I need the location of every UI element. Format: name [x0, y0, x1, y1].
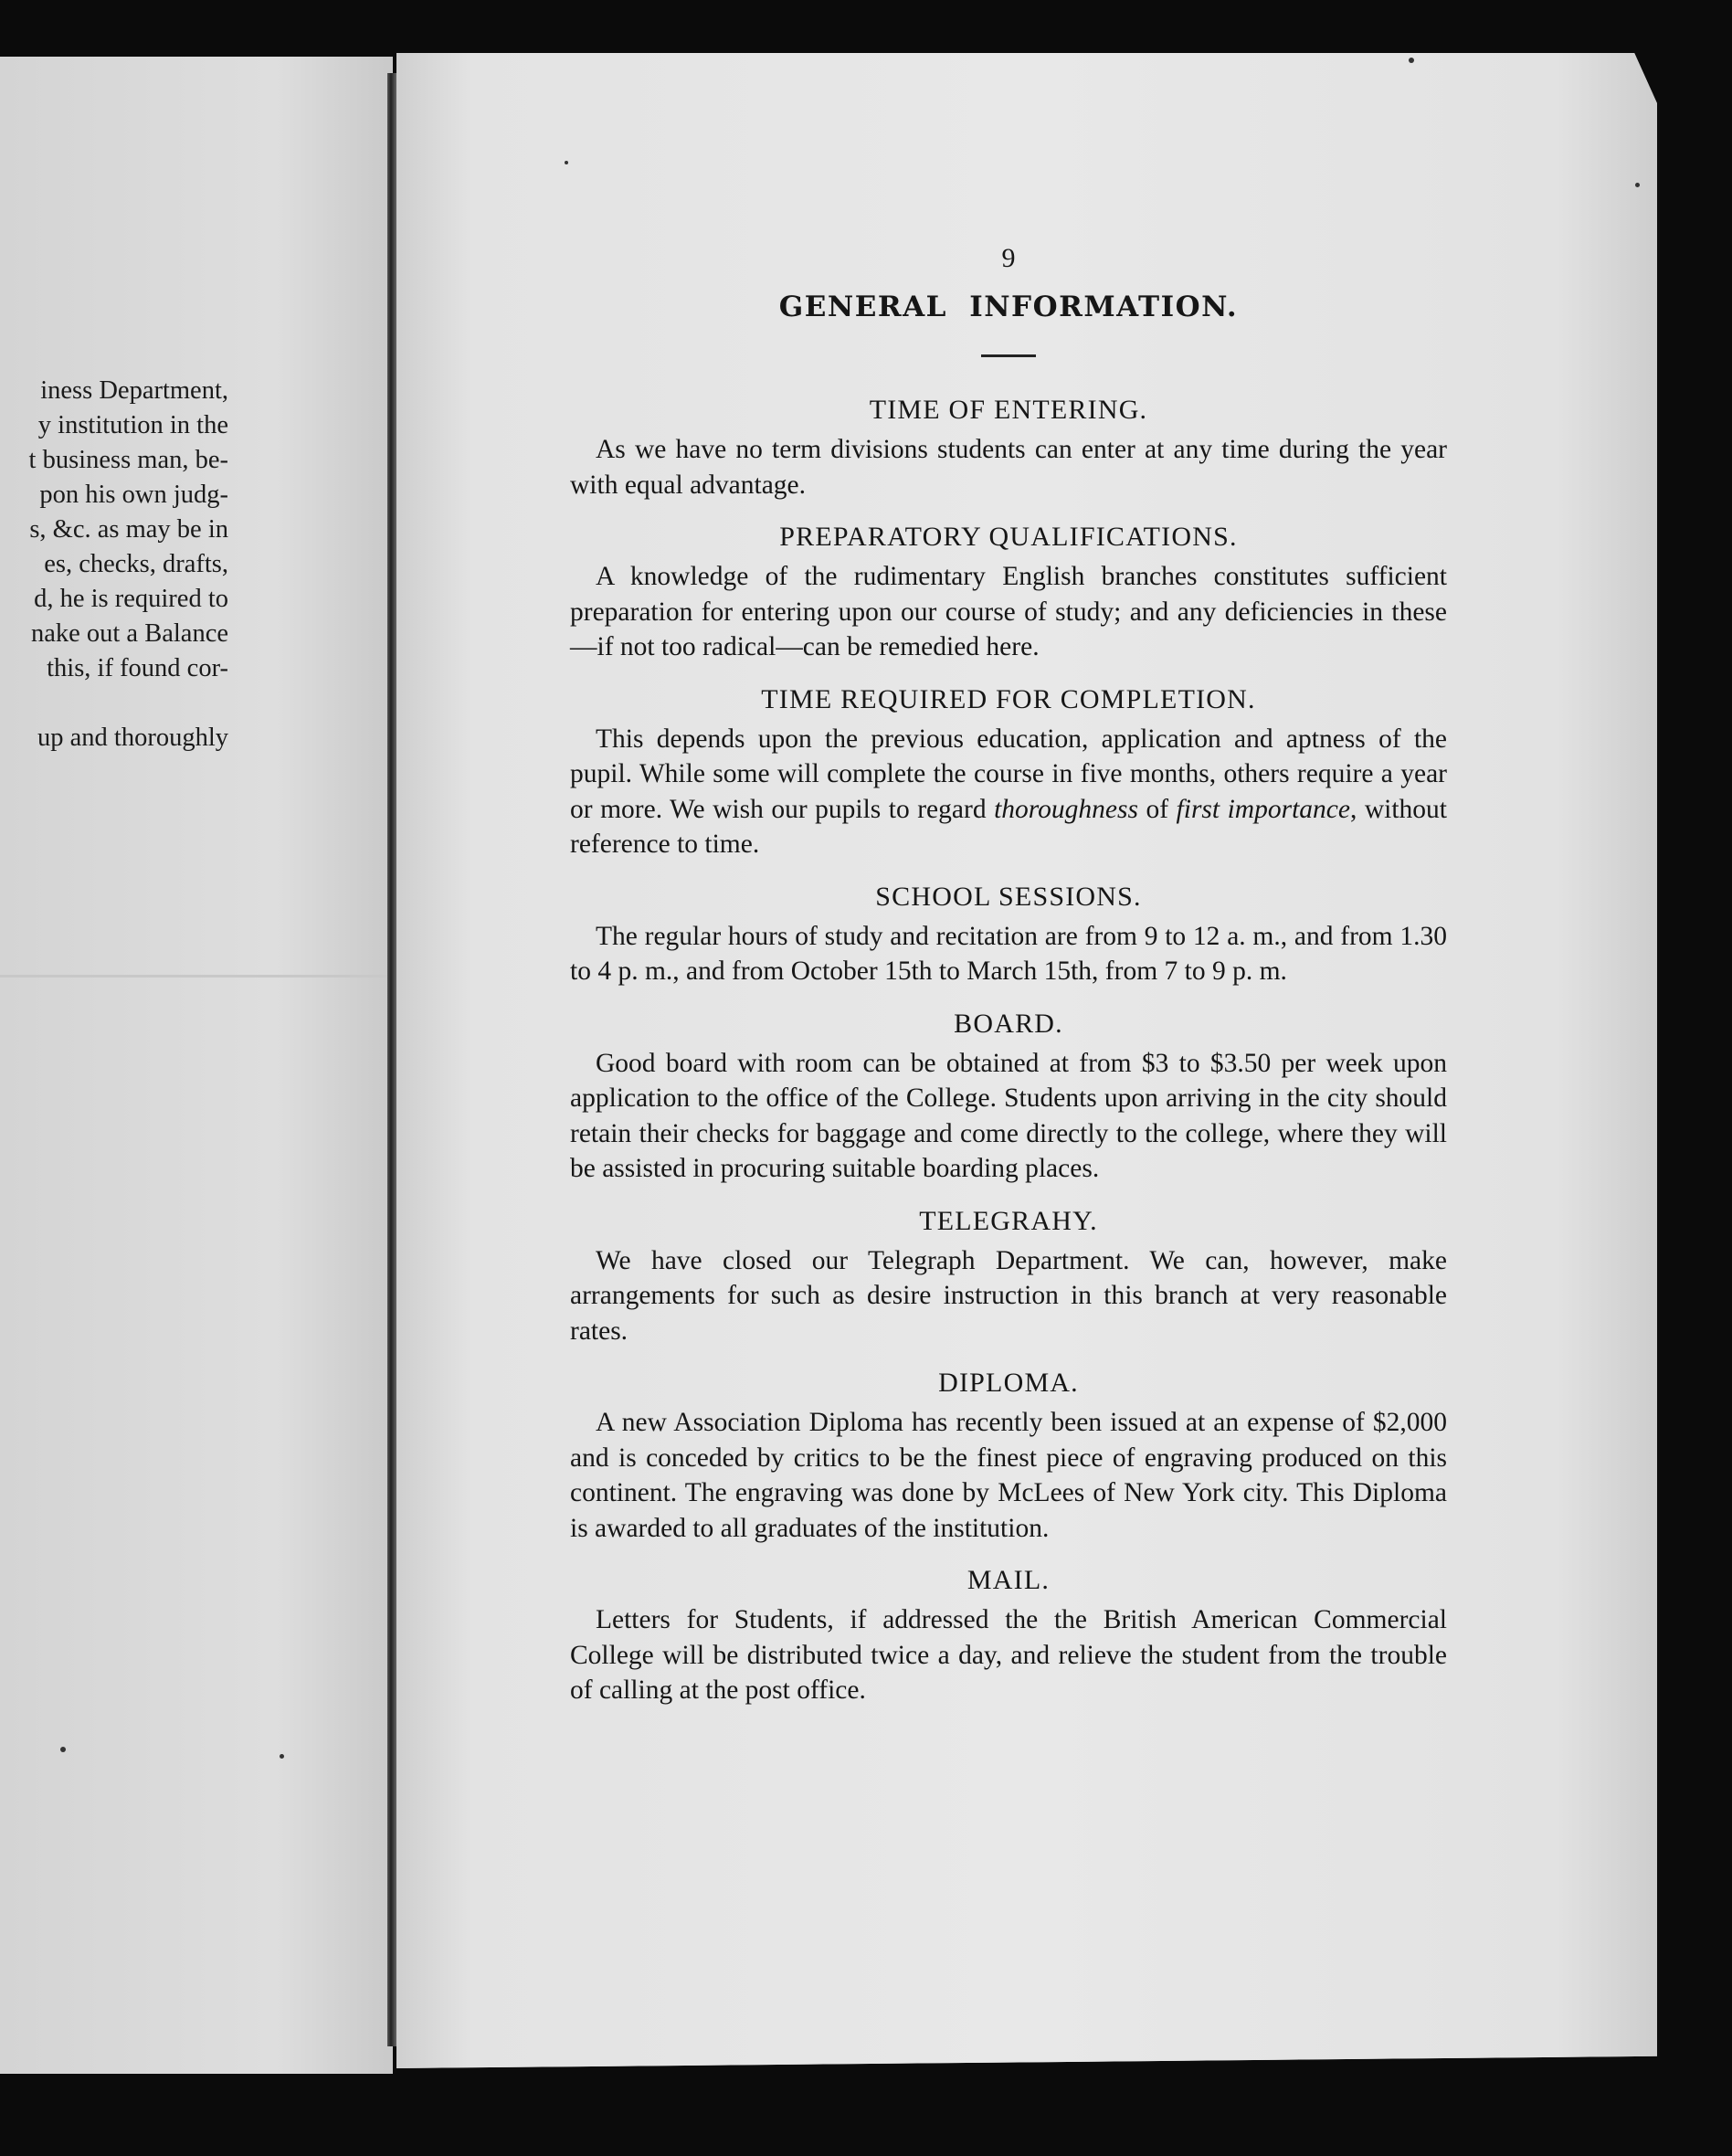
- body-text: This depends upon the previous education, application and aptness of the pupil. While some will complete the course in five months, others require a year or more. We wish our pupils to regard: [570, 724, 1447, 824]
- section-heading: DIPLOMA.: [938, 1368, 1079, 1398]
- paper-speck: [1635, 183, 1640, 187]
- left-line: t business man, be-: [28, 446, 228, 474]
- paper-speck: [565, 161, 568, 164]
- section-body: Good board with room can be obtained at from $3 to $3.50 per week upon application to the office of the College. Students upon arriving in the city should retain their checks for baggage and come directly to the college, where they will be assisted in procuring suitable boarding places.: [570, 1048, 1447, 1183]
- paper-speck: [60, 1747, 66, 1752]
- left-line: d, he is required to: [34, 585, 228, 613]
- section-body: Letters for Students, if addressed the the British American Commercial College will be distributed twice a day, and relieve the student from the trouble of calling at the post office.: [570, 1605, 1447, 1705]
- left-line: nake out a Balance: [30, 619, 228, 648]
- section-body: As we have no term divisions students can enter at any time during the year with equal advantage.: [570, 435, 1447, 500]
- left-line: this, if found cor-: [47, 654, 228, 682]
- section-diploma: [570, 1365, 1447, 1546]
- left-page-text: [0, 374, 228, 756]
- section-preparatory-qualifications: [570, 519, 1447, 665]
- section-time-required: [570, 682, 1447, 862]
- paper-speck: [1409, 58, 1414, 63]
- section-heading: PREPARATORY QUALIFICATIONS.: [779, 522, 1238, 552]
- left-line: pon his own judg-: [39, 481, 228, 509]
- left-page: [0, 57, 393, 2074]
- section-heading: SCHOOL SESSIONS.: [875, 881, 1142, 912]
- section-body: The regular hours of study and recitation are from 9 to 12 a. m., and from 1.30 to 4 p. m., and from October 15th to March 15th, from 7 to 9 p. m.: [570, 921, 1447, 986]
- section-body: We have closed our Telegraph Department. We can, however, make arrangements for such as desire instruction in this branch at very reasonable rates.: [570, 1245, 1447, 1346]
- section-school-sessions: [570, 879, 1447, 989]
- title-rule: [981, 354, 1036, 357]
- page-fold-line: [0, 975, 393, 978]
- emphasis-text: thoroughness: [994, 794, 1138, 824]
- emphasis-text: first importance: [1176, 794, 1350, 824]
- section-body: A knowledge of the rudimentary English branches constitutes sufficient preparation for entering upon our course of study; and any deficiencies in these—if not too radical—can be remedied here.: [570, 562, 1447, 661]
- left-line: s, &c. as may be in: [29, 515, 228, 544]
- left-line: es, checks, drafts,: [44, 550, 228, 578]
- body-text: , without reference to time.: [570, 794, 1447, 859]
- section-body: [570, 722, 1447, 862]
- left-line-gap: [0, 686, 228, 721]
- section-heading: BOARD.: [954, 1008, 1063, 1039]
- left-line: y institution in the: [37, 411, 228, 439]
- page-content: [570, 243, 1447, 1725]
- section-board: [570, 1006, 1447, 1187]
- section-heading: MAIL.: [966, 1565, 1051, 1595]
- section-telegraphy: [570, 1203, 1447, 1349]
- section-heading: TIME OF ENTERING.: [869, 395, 1148, 425]
- section-mail: [570, 1562, 1447, 1708]
- page-title: GENERAL INFORMATION.: [778, 291, 1239, 323]
- paper-speck: [280, 1754, 284, 1759]
- body-text: of: [1137, 794, 1177, 824]
- left-line: iness Department,: [40, 376, 228, 405]
- section-body: A new Association Diploma has recently been issued at an expense of $2,000 and is conceded by critics to be the finest piece of engraving produced on this continent. The engraving was done by McLees of New York city. This Diploma is awarded to all graduates of the institution.: [570, 1408, 1447, 1543]
- section-heading: TELEGRAHY.: [919, 1205, 1098, 1236]
- book-spine: [387, 73, 396, 2046]
- section-time-of-entering: [570, 392, 1447, 502]
- page-number: 9: [1001, 243, 1016, 273]
- section-heading: TIME REQUIRED FOR COMPLETION.: [761, 683, 1256, 714]
- left-line: up and thoroughly: [37, 724, 228, 752]
